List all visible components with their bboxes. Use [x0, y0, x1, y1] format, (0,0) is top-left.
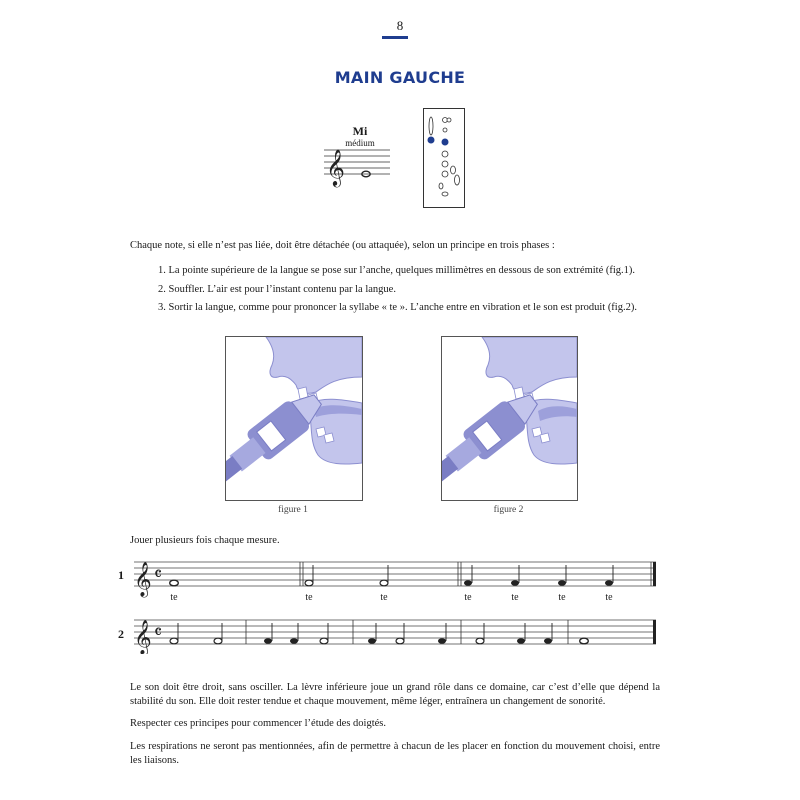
note	[170, 580, 179, 586]
exercise-row-2-label: 2	[118, 627, 124, 641]
note-name: Mi	[352, 124, 368, 138]
thumb-hole-closed	[428, 137, 435, 144]
page-number: 8	[396, 18, 404, 33]
final-barline	[653, 562, 656, 586]
figure-2-caption: figure 2	[493, 505, 524, 515]
syllable: te	[558, 592, 566, 603]
note-register: médium	[345, 138, 375, 148]
figure-1-caption: figure 1	[278, 505, 308, 515]
exercise-row-1-label: 1	[118, 568, 124, 582]
step-2: 2. Souffler. L’air est pour l’instant contenu par la langue.	[158, 284, 396, 295]
note	[580, 638, 589, 644]
hole-1-closed	[442, 139, 449, 146]
syllable: te	[511, 592, 519, 603]
syllable: te	[605, 592, 613, 603]
intro-text: Chaque note, si elle n’est pas liée, doit être détachée (ou attaquée), selon un principe en trois phases :	[130, 240, 555, 251]
page-number-rule	[382, 36, 408, 39]
treble-clef-icon: 𝄞	[326, 148, 345, 186]
common-time-icon: 𝄴	[154, 564, 163, 585]
page-title: MAIN GAUCHE	[334, 68, 466, 87]
treble-clef-icon: 𝄞	[134, 562, 152, 597]
figure-1-illustration	[225, 336, 363, 501]
syllable: te	[464, 592, 472, 603]
exercise-instruction: Jouer plusieurs fois chaque mesure.	[130, 535, 280, 546]
paragraph-1: Le son doit être droit, sans osciller. La lèvre inférieure joue un grand rôle dans ce domaine, car c’est d’elle que dépend la stabilité du son. Elle doit rester tendue et chaque mouvement, même léger, entraînera un changement de sonorité.	[130, 682, 660, 707]
syllable: te	[380, 592, 388, 603]
syllable: te	[170, 592, 178, 603]
step-3: 3. Sortir la langue, comme pour prononcer la syllabe « te ». L’anche entre en vibration et le son est produit (fig.2).	[158, 302, 637, 313]
treble-clef-icon: 𝄞	[134, 620, 152, 654]
paragraph-3: Les respirations ne seront pas mentionnées, afin de permettre à chacun de les placer en fonction du mouvement choisi, entre les liaisons.	[130, 741, 660, 766]
note-staff	[320, 140, 392, 190]
figure-2-illustration	[441, 336, 578, 501]
common-time-icon: 𝄴	[154, 622, 163, 643]
final-barline	[653, 620, 656, 644]
exercise-row-1-staff	[128, 556, 662, 604]
syllable: te	[305, 592, 313, 603]
step-1: 1. La pointe supérieure de la langue se pose sur l’anche, quelques millimètres en dessous de son extrémité (fig.1).	[158, 265, 636, 276]
exercise-row-2-staff	[128, 614, 662, 654]
paragraph-2: Respecter ces principes pour commencer l’étude des doigtés.	[130, 718, 386, 729]
fingering-chart	[423, 108, 465, 208]
